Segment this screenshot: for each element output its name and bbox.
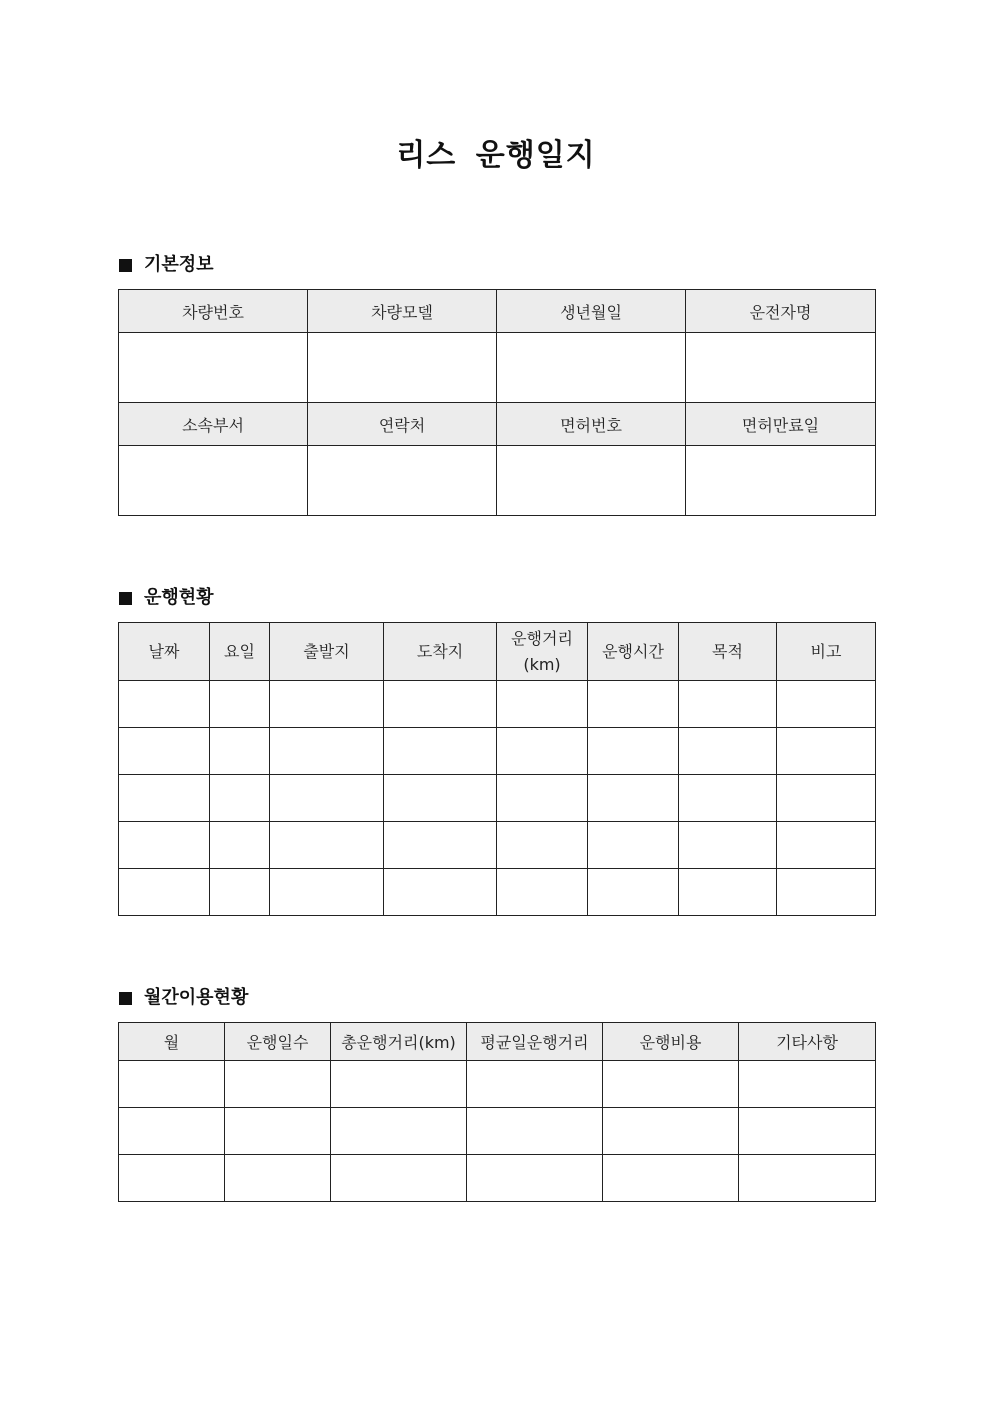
input-cell[interactable] [384,681,497,728]
header-cell: 날짜 [119,623,210,681]
input-cell[interactable] [210,822,270,869]
header-cell: 소속부서 [119,403,308,446]
header-cell: 차량번호 [119,290,308,333]
operation-status-header-row [119,623,876,681]
input-cell[interactable] [119,333,308,403]
input-cell[interactable] [603,1155,739,1202]
input-cell[interactable] [384,822,497,869]
input-cell[interactable] [588,681,679,728]
basic-info-header-row [119,290,876,333]
input-cell[interactable] [497,681,588,728]
header-cell: 총운행거리(km) [331,1023,467,1061]
operation-status-heading-label: 운행현황 [144,587,214,608]
input-cell[interactable] [497,869,588,916]
header-cell: 운행시간 [588,623,679,681]
header-cell: 평균일운행거리 [467,1023,603,1061]
input-cell[interactable] [739,1155,876,1202]
input-cell[interactable] [384,869,497,916]
input-cell[interactable] [467,1108,603,1155]
header-cell: 출발지 [270,623,384,681]
header-cell: 운행비용 [603,1023,739,1061]
input-cell[interactable] [497,333,686,403]
input-cell[interactable] [210,775,270,822]
input-cell[interactable] [270,728,384,775]
input-cell[interactable] [270,775,384,822]
input-cell[interactable] [588,775,679,822]
basic-info-input-row [119,446,876,516]
input-cell[interactable] [777,869,876,916]
input-cell[interactable] [270,822,384,869]
input-cell[interactable] [119,446,308,516]
input-cell[interactable] [679,869,777,916]
input-cell[interactable] [119,775,210,822]
input-cell[interactable] [679,681,777,728]
input-cell[interactable] [777,728,876,775]
input-cell[interactable] [225,1155,331,1202]
monthly-usage-heading-label: 월간이용현황 [144,987,249,1008]
input-cell[interactable] [777,822,876,869]
table-row [119,1108,876,1155]
basic-info-table [118,289,876,516]
input-cell[interactable] [739,1061,876,1108]
header-cell: 운전자명 [686,290,876,333]
input-cell[interactable] [603,1108,739,1155]
square-bullet-icon [119,259,132,272]
input-cell[interactable] [119,728,210,775]
header-cell: 생년월일 [497,290,686,333]
table-row [119,1061,876,1108]
input-cell[interactable] [603,1061,739,1108]
square-bullet-icon [119,992,132,1005]
input-cell[interactable] [588,869,679,916]
header-cell: 요일 [210,623,270,681]
input-cell[interactable] [679,728,777,775]
input-cell[interactable] [497,446,686,516]
input-cell[interactable] [119,822,210,869]
input-cell[interactable] [331,1061,467,1108]
input-cell[interactable] [588,822,679,869]
input-cell[interactable] [331,1108,467,1155]
input-cell[interactable] [497,822,588,869]
input-cell[interactable] [270,869,384,916]
input-cell[interactable] [119,1061,225,1108]
header-cell: 면허번호 [497,403,686,446]
input-cell[interactable] [119,681,210,728]
input-cell[interactable] [119,869,210,916]
square-bullet-icon [119,592,132,605]
input-cell[interactable] [777,775,876,822]
header-cell: 월 [119,1023,225,1061]
basic-info-header-row [119,403,876,446]
input-cell[interactable] [777,681,876,728]
input-cell[interactable] [467,1061,603,1108]
input-cell[interactable] [497,728,588,775]
monthly-usage-heading [119,986,248,1010]
basic-info-heading [119,253,214,277]
header-cell: 연락처 [308,403,497,446]
input-cell[interactable] [384,728,497,775]
header-cell: 면허만료일 [686,403,876,446]
input-cell[interactable] [225,1108,331,1155]
input-cell[interactable] [686,333,876,403]
document-title: 리스 운행일지 [396,138,596,173]
input-cell[interactable] [679,822,777,869]
monthly-usage-table [118,1022,876,1202]
input-cell[interactable] [686,446,876,516]
input-cell[interactable] [497,775,588,822]
header-cell: 운행거리(km) [497,623,588,681]
input-cell[interactable] [679,775,777,822]
table-row [119,728,876,775]
input-cell[interactable] [331,1155,467,1202]
table-row [119,822,876,869]
input-cell[interactable] [210,681,270,728]
header-cell: 비고 [777,623,876,681]
input-cell[interactable] [308,333,497,403]
basic-info-heading-label: 기본정보 [144,254,214,275]
input-cell[interactable] [467,1155,603,1202]
input-cell[interactable] [225,1061,331,1108]
input-cell[interactable] [119,1108,225,1155]
table-row [119,869,876,916]
input-cell[interactable] [270,681,384,728]
table-row [119,681,876,728]
basic-info-input-row [119,333,876,403]
header-cell: 운행일수 [225,1023,331,1061]
monthly-usage-header-row [119,1023,876,1061]
header-cell: 차량모델 [308,290,497,333]
header-cell: 도착지 [384,623,497,681]
header-cell: 기타사항 [739,1023,876,1061]
input-cell[interactable] [210,728,270,775]
operation-status-heading [119,586,214,610]
input-cell[interactable] [588,728,679,775]
input-cell[interactable] [739,1108,876,1155]
table-row [119,775,876,822]
operation-status-table [118,622,876,916]
input-cell[interactable] [308,446,497,516]
header-cell: 목적 [679,623,777,681]
input-cell[interactable] [210,869,270,916]
input-cell[interactable] [119,1155,225,1202]
table-row [119,1155,876,1202]
input-cell[interactable] [384,775,497,822]
